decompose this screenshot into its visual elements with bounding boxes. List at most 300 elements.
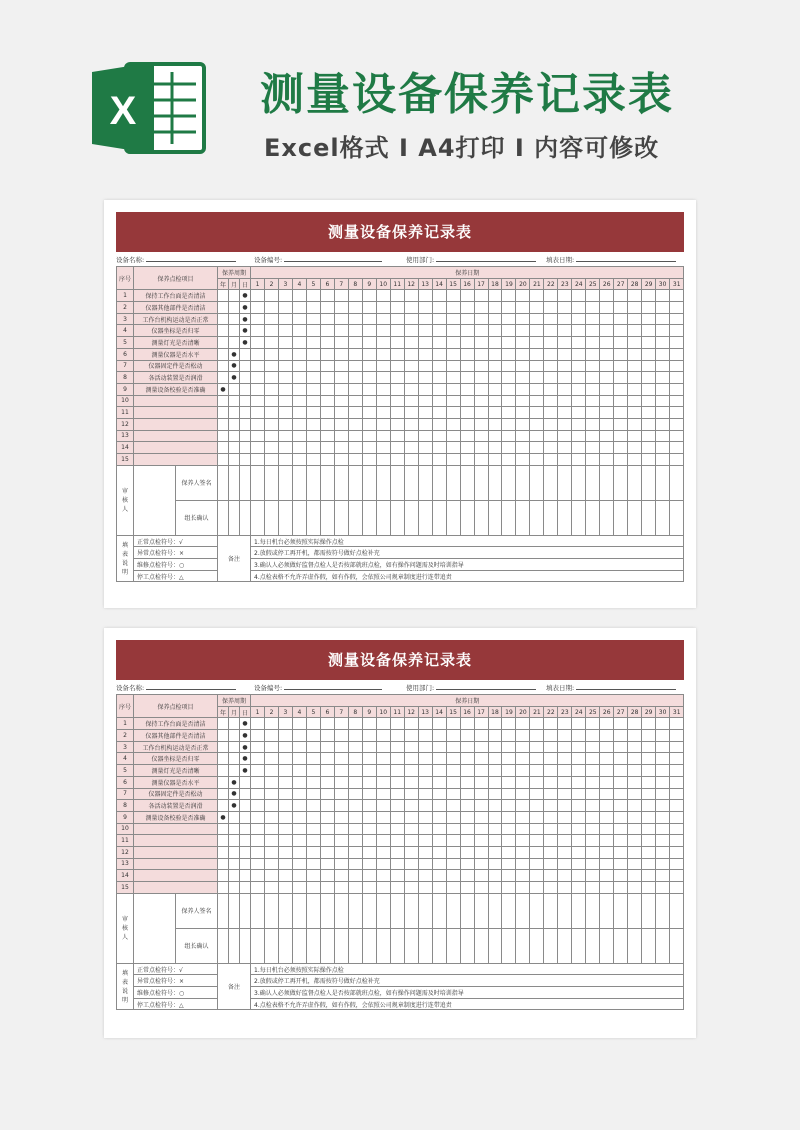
check-cell[interactable] — [320, 753, 334, 765]
check-cell[interactable] — [265, 360, 279, 372]
check-cell[interactable] — [544, 290, 558, 302]
confirm-cell[interactable] — [362, 500, 376, 535]
check-cell[interactable] — [376, 360, 390, 372]
check-cell[interactable] — [474, 765, 488, 777]
check-cell[interactable] — [656, 313, 670, 325]
check-cell[interactable] — [404, 741, 418, 753]
cycle-month-cell[interactable] — [229, 325, 240, 337]
check-cell[interactable] — [600, 823, 614, 835]
check-cell[interactable] — [418, 430, 432, 442]
check-cell[interactable] — [530, 302, 544, 314]
confirm-cell[interactable] — [572, 928, 586, 963]
confirm-cell[interactable] — [320, 500, 334, 535]
check-cell[interactable] — [502, 753, 516, 765]
sign-cell[interactable] — [418, 465, 432, 500]
sign-cell[interactable] — [348, 465, 362, 500]
check-cell[interactable] — [642, 290, 656, 302]
check-cell[interactable] — [292, 846, 306, 858]
check-cell[interactable] — [292, 741, 306, 753]
sign-cell[interactable] — [320, 893, 334, 928]
confirm-cell[interactable] — [628, 500, 642, 535]
check-cell[interactable] — [348, 718, 362, 730]
confirm-cell[interactable] — [229, 928, 240, 963]
check-cell[interactable] — [265, 325, 279, 337]
check-cell[interactable] — [348, 348, 362, 360]
sign-cell[interactable] — [460, 893, 474, 928]
sign-cell[interactable] — [544, 465, 558, 500]
check-cell[interactable] — [656, 372, 670, 384]
confirm-cell[interactable] — [348, 928, 362, 963]
check-cell[interactable] — [600, 765, 614, 777]
check-cell[interactable] — [558, 858, 572, 870]
check-cell[interactable] — [642, 395, 656, 407]
check-cell[interactable] — [488, 418, 502, 430]
check-cell[interactable] — [251, 858, 265, 870]
check-cell[interactable] — [362, 718, 376, 730]
check-cell[interactable] — [348, 800, 362, 812]
check-cell[interactable] — [446, 718, 460, 730]
check-cell[interactable] — [265, 430, 279, 442]
check-cell[interactable] — [418, 823, 432, 835]
cycle-year-cell[interactable] — [218, 823, 229, 835]
check-cell[interactable] — [446, 372, 460, 384]
check-cell[interactable] — [558, 395, 572, 407]
check-cell[interactable] — [306, 718, 320, 730]
check-cell[interactable] — [418, 290, 432, 302]
check-cell[interactable] — [642, 846, 656, 858]
check-cell[interactable] — [404, 407, 418, 419]
check-cell[interactable] — [390, 383, 404, 395]
check-cell[interactable] — [362, 348, 376, 360]
check-cell[interactable] — [642, 407, 656, 419]
check-cell[interactable] — [446, 430, 460, 442]
check-cell[interactable] — [642, 741, 656, 753]
check-cell[interactable] — [306, 811, 320, 823]
check-cell[interactable] — [251, 835, 265, 847]
check-cell[interactable] — [488, 788, 502, 800]
sign-cell[interactable] — [390, 465, 404, 500]
confirm-cell[interactable] — [348, 500, 362, 535]
check-cell[interactable] — [418, 730, 432, 742]
check-cell[interactable] — [376, 870, 390, 882]
confirm-cell[interactable] — [306, 928, 320, 963]
check-cell[interactable] — [628, 325, 642, 337]
check-cell[interactable] — [628, 383, 642, 395]
check-cell[interactable] — [376, 858, 390, 870]
check-cell[interactable] — [362, 800, 376, 812]
cycle-month-cell[interactable] — [229, 823, 240, 835]
check-cell[interactable] — [404, 360, 418, 372]
confirm-cell[interactable] — [558, 500, 572, 535]
check-cell[interactable] — [376, 442, 390, 454]
check-cell[interactable] — [418, 753, 432, 765]
check-cell[interactable] — [432, 835, 446, 847]
sign-cell[interactable] — [348, 893, 362, 928]
check-cell[interactable] — [502, 360, 516, 372]
check-cell[interactable] — [404, 882, 418, 894]
check-cell[interactable] — [460, 325, 474, 337]
sign-cell[interactable] — [278, 893, 292, 928]
cycle-day-cell[interactable] — [240, 823, 251, 835]
check-cell[interactable] — [572, 337, 586, 349]
check-cell[interactable] — [614, 348, 628, 360]
check-cell[interactable] — [502, 800, 516, 812]
check-cell[interactable] — [586, 870, 600, 882]
check-cell[interactable] — [334, 454, 348, 466]
check-cell[interactable] — [600, 753, 614, 765]
cycle-month-cell[interactable] — [229, 383, 240, 395]
check-cell[interactable] — [376, 325, 390, 337]
check-cell[interactable] — [390, 776, 404, 788]
cycle-year-cell[interactable] — [218, 741, 229, 753]
check-cell[interactable] — [432, 418, 446, 430]
check-cell[interactable] — [670, 430, 684, 442]
check-cell[interactable] — [320, 835, 334, 847]
check-cell[interactable] — [446, 788, 460, 800]
check-cell[interactable] — [488, 407, 502, 419]
check-cell[interactable] — [656, 846, 670, 858]
check-cell[interactable] — [586, 846, 600, 858]
check-cell[interactable] — [586, 753, 600, 765]
check-cell[interactable] — [530, 325, 544, 337]
check-cell[interactable] — [572, 753, 586, 765]
sign-cell[interactable] — [460, 465, 474, 500]
check-cell[interactable] — [586, 430, 600, 442]
check-cell[interactable] — [432, 823, 446, 835]
sign-cell[interactable] — [446, 893, 460, 928]
check-cell[interactable] — [404, 313, 418, 325]
check-cell[interactable] — [502, 741, 516, 753]
check-cell[interactable] — [642, 325, 656, 337]
cycle-year-cell[interactable] — [218, 418, 229, 430]
check-cell[interactable] — [516, 348, 530, 360]
check-cell[interactable] — [516, 811, 530, 823]
check-cell[interactable] — [362, 360, 376, 372]
confirm-cell[interactable] — [390, 500, 404, 535]
check-cell[interactable] — [348, 395, 362, 407]
check-cell[interactable] — [642, 372, 656, 384]
check-cell[interactable] — [488, 800, 502, 812]
sign-cell[interactable] — [474, 465, 488, 500]
check-cell[interactable] — [614, 858, 628, 870]
check-cell[interactable] — [656, 337, 670, 349]
check-cell[interactable] — [306, 360, 320, 372]
check-cell[interactable] — [390, 882, 404, 894]
check-cell[interactable] — [404, 870, 418, 882]
check-cell[interactable] — [265, 718, 279, 730]
check-cell[interactable] — [530, 407, 544, 419]
check-cell[interactable] — [628, 302, 642, 314]
check-cell[interactable] — [265, 418, 279, 430]
check-cell[interactable] — [278, 882, 292, 894]
check-cell[interactable] — [446, 337, 460, 349]
check-cell[interactable] — [334, 753, 348, 765]
check-cell[interactable] — [642, 823, 656, 835]
check-cell[interactable] — [292, 800, 306, 812]
check-cell[interactable] — [600, 383, 614, 395]
check-cell[interactable] — [474, 407, 488, 419]
check-cell[interactable] — [530, 290, 544, 302]
check-cell[interactable] — [320, 372, 334, 384]
check-cell[interactable] — [642, 302, 656, 314]
check-cell[interactable] — [390, 442, 404, 454]
check-cell[interactable] — [460, 765, 474, 777]
check-cell[interactable] — [418, 835, 432, 847]
check-cell[interactable] — [446, 811, 460, 823]
check-cell[interactable] — [474, 870, 488, 882]
check-cell[interactable] — [516, 718, 530, 730]
check-cell[interactable] — [530, 741, 544, 753]
check-cell[interactable] — [530, 776, 544, 788]
check-cell[interactable] — [642, 383, 656, 395]
check-cell[interactable] — [251, 313, 265, 325]
check-cell[interactable] — [642, 870, 656, 882]
check-cell[interactable] — [376, 454, 390, 466]
check-cell[interactable] — [656, 788, 670, 800]
check-cell[interactable] — [265, 788, 279, 800]
check-cell[interactable] — [404, 835, 418, 847]
check-cell[interactable] — [348, 337, 362, 349]
check-cell[interactable] — [586, 337, 600, 349]
check-cell[interactable] — [348, 418, 362, 430]
check-cell[interactable] — [670, 811, 684, 823]
sign-cell[interactable] — [404, 465, 418, 500]
confirm-cell[interactable] — [404, 500, 418, 535]
check-cell[interactable] — [544, 788, 558, 800]
check-cell[interactable] — [432, 730, 446, 742]
sign-cell[interactable] — [265, 893, 279, 928]
check-cell[interactable] — [544, 430, 558, 442]
sign-cell[interactable] — [474, 893, 488, 928]
check-cell[interactable] — [586, 882, 600, 894]
check-cell[interactable] — [544, 372, 558, 384]
cycle-year-cell[interactable] — [218, 718, 229, 730]
check-cell[interactable] — [544, 753, 558, 765]
cycle-day-cell[interactable] — [240, 870, 251, 882]
check-cell[interactable] — [530, 823, 544, 835]
sign-cell[interactable] — [642, 893, 656, 928]
check-cell[interactable] — [516, 442, 530, 454]
check-cell[interactable] — [488, 846, 502, 858]
sign-cell[interactable] — [656, 465, 670, 500]
check-cell[interactable] — [614, 788, 628, 800]
check-cell[interactable] — [362, 870, 376, 882]
cycle-day-cell[interactable] — [240, 811, 251, 823]
check-cell[interactable] — [446, 418, 460, 430]
check-cell[interactable] — [390, 870, 404, 882]
check-cell[interactable] — [334, 741, 348, 753]
check-cell[interactable] — [265, 454, 279, 466]
sign-cell[interactable] — [362, 465, 376, 500]
check-cell[interactable] — [418, 800, 432, 812]
check-cell[interactable] — [292, 753, 306, 765]
check-cell[interactable] — [306, 395, 320, 407]
check-cell[interactable] — [502, 395, 516, 407]
check-cell[interactable] — [502, 835, 516, 847]
check-cell[interactable] — [488, 430, 502, 442]
confirm-cell[interactable] — [572, 500, 586, 535]
check-cell[interactable] — [516, 753, 530, 765]
check-cell[interactable] — [278, 846, 292, 858]
check-cell[interactable] — [614, 800, 628, 812]
check-cell[interactable] — [572, 882, 586, 894]
check-cell[interactable] — [418, 337, 432, 349]
check-cell[interactable] — [376, 290, 390, 302]
sign-cell[interactable] — [278, 465, 292, 500]
check-cell[interactable] — [474, 858, 488, 870]
cycle-year-cell[interactable] — [218, 765, 229, 777]
check-cell[interactable] — [474, 337, 488, 349]
confirm-cell[interactable] — [502, 500, 516, 535]
check-cell[interactable] — [544, 823, 558, 835]
check-cell[interactable] — [460, 823, 474, 835]
check-cell[interactable] — [460, 302, 474, 314]
check-cell[interactable] — [628, 882, 642, 894]
check-cell[interactable] — [502, 718, 516, 730]
check-cell[interactable] — [474, 800, 488, 812]
check-cell[interactable] — [586, 383, 600, 395]
confirm-cell[interactable] — [376, 500, 390, 535]
check-cell[interactable] — [642, 442, 656, 454]
check-cell[interactable] — [600, 290, 614, 302]
check-cell[interactable] — [306, 776, 320, 788]
check-cell[interactable] — [642, 858, 656, 870]
check-cell[interactable] — [474, 348, 488, 360]
check-cell[interactable] — [474, 290, 488, 302]
check-cell[interactable] — [320, 718, 334, 730]
cycle-day-cell[interactable] — [240, 360, 251, 372]
check-cell[interactable] — [614, 407, 628, 419]
cycle-day-cell[interactable] — [240, 882, 251, 894]
check-cell[interactable] — [278, 823, 292, 835]
confirm-cell[interactable] — [432, 928, 446, 963]
check-cell[interactable] — [614, 418, 628, 430]
check-cell[interactable] — [670, 454, 684, 466]
check-cell[interactable] — [251, 383, 265, 395]
check-cell[interactable] — [460, 337, 474, 349]
check-cell[interactable] — [488, 337, 502, 349]
check-cell[interactable] — [390, 800, 404, 812]
check-cell[interactable] — [516, 360, 530, 372]
check-cell[interactable] — [628, 290, 642, 302]
check-cell[interactable] — [278, 407, 292, 419]
check-cell[interactable] — [558, 788, 572, 800]
check-cell[interactable] — [446, 846, 460, 858]
check-cell[interactable] — [376, 776, 390, 788]
check-cell[interactable] — [642, 788, 656, 800]
check-cell[interactable] — [306, 730, 320, 742]
check-cell[interactable] — [362, 858, 376, 870]
check-cell[interactable] — [334, 870, 348, 882]
cycle-month-cell[interactable] — [229, 454, 240, 466]
confirm-cell[interactable] — [530, 500, 544, 535]
check-cell[interactable] — [334, 360, 348, 372]
check-cell[interactable] — [446, 823, 460, 835]
check-cell[interactable] — [334, 718, 348, 730]
check-cell[interactable] — [390, 454, 404, 466]
check-cell[interactable] — [418, 811, 432, 823]
check-cell[interactable] — [670, 776, 684, 788]
check-cell[interactable] — [516, 882, 530, 894]
confirm-cell[interactable] — [390, 928, 404, 963]
check-cell[interactable] — [544, 325, 558, 337]
sign-cell[interactable] — [488, 893, 502, 928]
check-cell[interactable] — [251, 753, 265, 765]
check-cell[interactable] — [292, 418, 306, 430]
sign-cell[interactable] — [614, 893, 628, 928]
check-cell[interactable] — [544, 858, 558, 870]
check-cell[interactable] — [656, 858, 670, 870]
check-cell[interactable] — [502, 418, 516, 430]
check-cell[interactable] — [530, 372, 544, 384]
cycle-month-cell[interactable] — [229, 395, 240, 407]
check-cell[interactable] — [265, 858, 279, 870]
check-cell[interactable] — [516, 313, 530, 325]
sign-cell[interactable] — [362, 893, 376, 928]
check-cell[interactable] — [670, 313, 684, 325]
check-cell[interactable] — [418, 302, 432, 314]
check-cell[interactable] — [530, 811, 544, 823]
check-cell[interactable] — [418, 348, 432, 360]
confirm-cell[interactable] — [670, 500, 684, 535]
check-cell[interactable] — [251, 418, 265, 430]
check-cell[interactable] — [320, 360, 334, 372]
cycle-year-cell[interactable] — [218, 870, 229, 882]
check-cell[interactable] — [502, 846, 516, 858]
check-cell[interactable] — [376, 337, 390, 349]
check-cell[interactable] — [600, 741, 614, 753]
check-cell[interactable] — [334, 418, 348, 430]
check-cell[interactable] — [600, 788, 614, 800]
check-cell[interactable] — [488, 811, 502, 823]
check-cell[interactable] — [474, 730, 488, 742]
check-cell[interactable] — [544, 313, 558, 325]
check-cell[interactable] — [488, 765, 502, 777]
check-cell[interactable] — [432, 454, 446, 466]
check-cell[interactable] — [502, 383, 516, 395]
check-cell[interactable] — [558, 718, 572, 730]
cycle-year-cell[interactable] — [218, 430, 229, 442]
confirm-cell[interactable] — [229, 500, 240, 535]
check-cell[interactable] — [404, 454, 418, 466]
check-cell[interactable] — [376, 788, 390, 800]
confirm-cell[interactable] — [656, 500, 670, 535]
check-cell[interactable] — [670, 418, 684, 430]
check-cell[interactable] — [265, 407, 279, 419]
confirm-cell[interactable] — [362, 928, 376, 963]
cycle-day-cell[interactable] — [240, 395, 251, 407]
check-cell[interactable] — [376, 383, 390, 395]
check-cell[interactable] — [306, 442, 320, 454]
check-cell[interactable] — [292, 811, 306, 823]
check-cell[interactable] — [614, 383, 628, 395]
check-cell[interactable] — [265, 765, 279, 777]
check-cell[interactable] — [628, 348, 642, 360]
cycle-month-cell[interactable] — [229, 882, 240, 894]
check-cell[interactable] — [265, 372, 279, 384]
check-cell[interactable] — [306, 823, 320, 835]
check-cell[interactable] — [292, 372, 306, 384]
check-cell[interactable] — [558, 383, 572, 395]
check-cell[interactable] — [348, 741, 362, 753]
confirm-cell[interactable] — [614, 928, 628, 963]
check-cell[interactable] — [362, 407, 376, 419]
check-cell[interactable] — [516, 776, 530, 788]
check-cell[interactable] — [390, 846, 404, 858]
check-cell[interactable] — [628, 811, 642, 823]
check-cell[interactable] — [586, 325, 600, 337]
check-cell[interactable] — [265, 870, 279, 882]
